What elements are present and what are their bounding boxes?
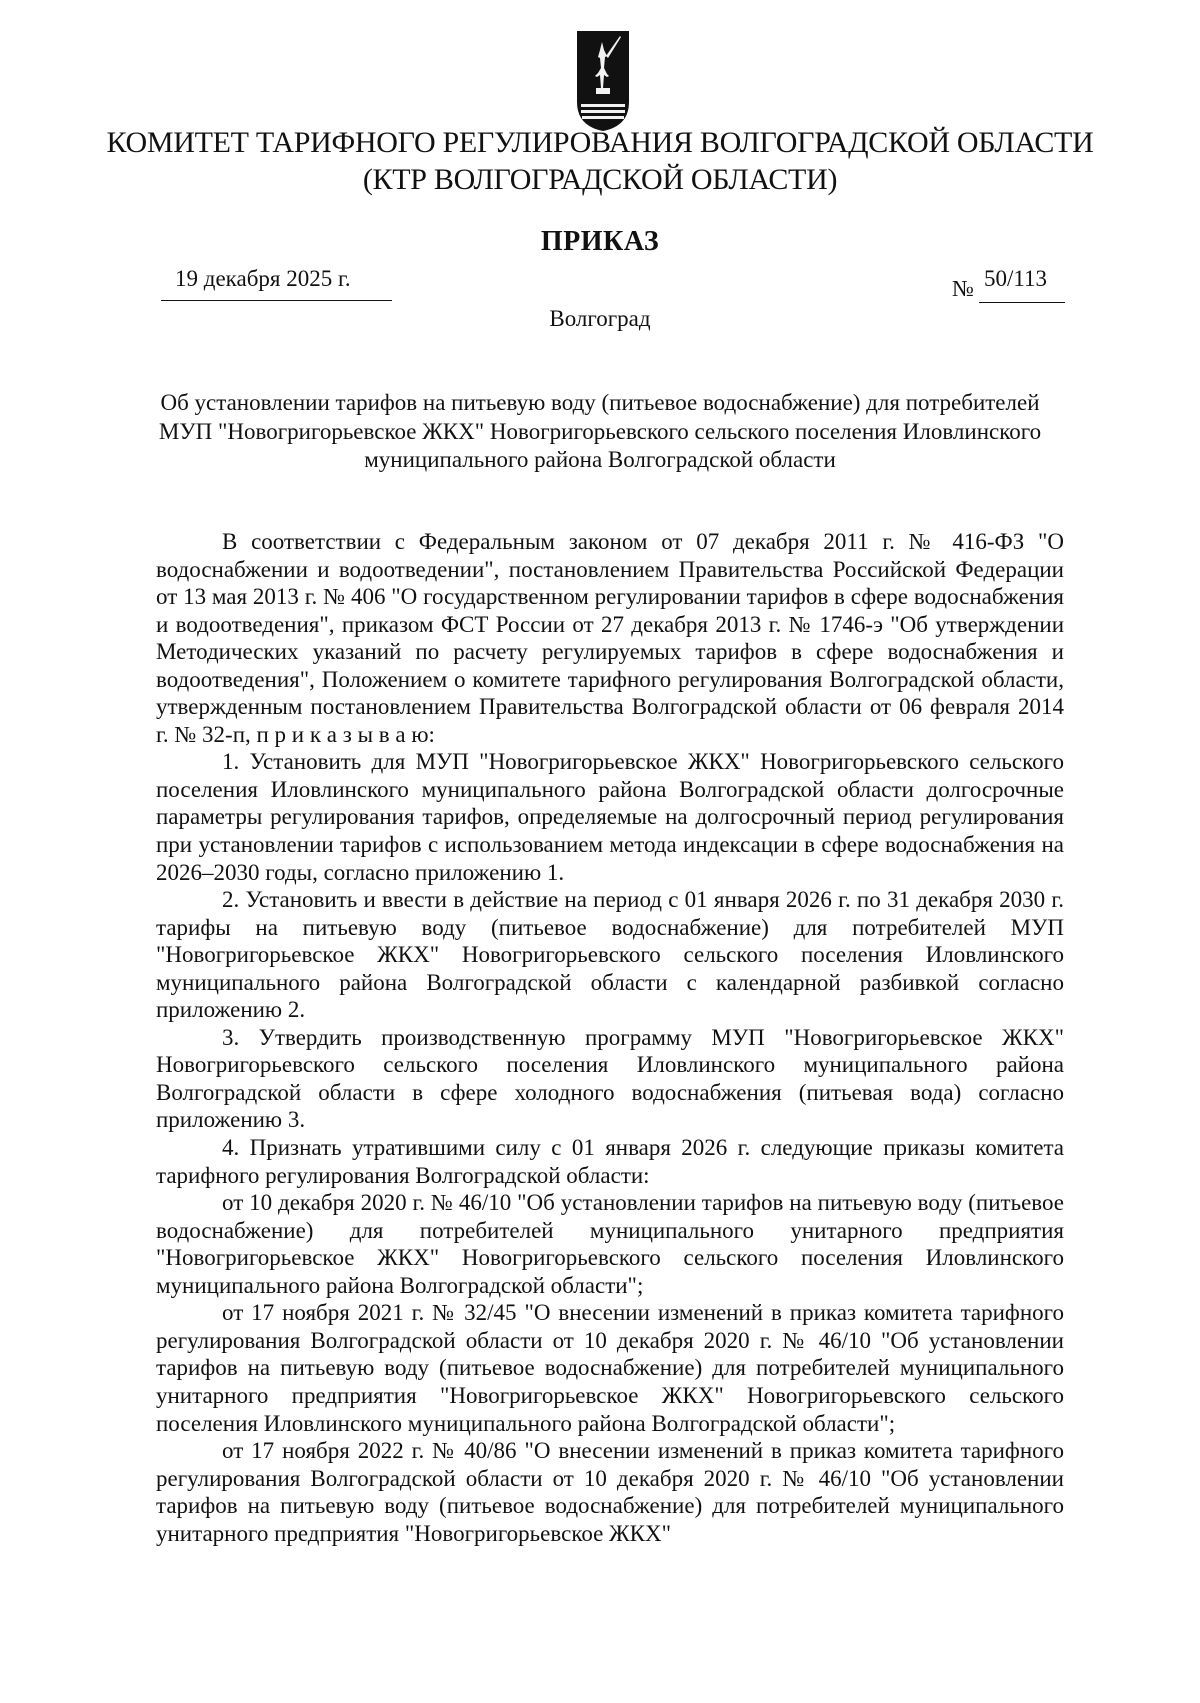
order-date: 19 декабря 2025 г. bbox=[175, 266, 351, 291]
repealed-order-item: от 10 декабря 2020 г. № 46/10 "Об установлении тарифов на питьевую воду (питьевое водоснабжение) для потребителей муниципального унитарного предприятия "Новогригорьевское ЖКХ" Новогригорьевского сельского поселения Иловлинского муниципального района Волгоградской области"; bbox=[156, 1190, 1064, 1298]
repealed-order-item: от 17 ноября 2022 г. № 40/86 "О внесении изменений в приказ комитета тарифного регулирования Волгоградской области от 10 декабря 2020 г. № 46/10 "Об установлении тарифов на питьевую воду (питьевое водоснабжение) для потребителей муниципального унитарного предприятия "Новогригорьевское ЖКХ" bbox=[156, 1438, 1064, 1546]
clause-paragraph: 2. Установить и ввести в действие на период с 01 января 2026 г. по 31 декабря 2030 г. тарифы на питьевую воду (питьевое водоснабжение) для потребителей МУП "Новогригорьевское ЖКХ" Новогригорьевского сельского поселения Иловлинского муниципального района Волгоградской области с календарной разбивкой согласно приложению 2. bbox=[156, 887, 1064, 1023]
date-underline bbox=[161, 300, 392, 301]
clause-paragraph: 1. Установить для МУП "Новогригорьевское ЖКХ" Новогригорьевского сельского поселения Иловлинского муниципального района Волгоградской области долгосрочные параметры регулирования тарифов, определяемые на долгосрочный период регулирования при установлении тарифов с использованием метода индексации в сфере водоснабжения на 2026–2030 годы, согласно приложению 1. bbox=[156, 749, 1064, 885]
number-underline bbox=[979, 302, 1065, 303]
order-number: 50/113 bbox=[984, 266, 1048, 291]
committee-name: КОМИТЕТ ТАРИФНОГО РЕГУЛИРОВАНИЯ ВОЛГОГРАДСКОЙ ОБЛАСТИ bbox=[106, 126, 1094, 159]
repealed-order-item: от 17 ноября 2021 г. № 32/45 "О внесении изменений в приказ комитета тарифного регулирования Волгоградской области от 10 декабря 2020 г. № 46/10 "Об установлении тарифов на питьевую воду (питьевое водоснабжение) для потребителей муниципального унитарного предприятия "Новогригорьевское ЖКХ" Новогригорьевского сельского поселения Иловлинского муниципального района Волгоградской области"; bbox=[156, 1300, 1064, 1436]
committee-abbreviation: (КТР ВОЛГОГРАДСКОЙ ОБЛАСТИ) bbox=[362, 163, 838, 196]
preamble-paragraph: В соответствии с Федеральным законом от 07 декабря 2011 г. № 416-ФЗ "О водоснабжении и водоотведении", постановлением Правительства Российской Федерации от 13 мая 2013 г. № 406 "О государственном регулировании тарифов в сфере водоснабжения и водоотведения", приказом ФСТ России от 27 декабря 2013 г. № 1746-э "Об утверждении Методических указаний по расчету регулируемых тарифов в сфере водоснабжения и водоотведения", Положением о комитете тарифного регулирования Волгоградской области, утвержденным постановлением Правительства Волгоградской области от 06 февраля 2014 г. № 32-п, п р и к а з ы в а ю: bbox=[156, 529, 1064, 747]
number-sign: № bbox=[952, 276, 974, 301]
clause-paragraph: 4. Признать утратившими силу с 01 января 2026 г. следующие приказы комитета тарифного регулирования Волгоградской области: bbox=[156, 1135, 1064, 1188]
clause-paragraph: 3. Утвердить производственную программу МУП "Новогригорьевское ЖКХ" Новогригорьевского сельского поселения Иловлинского муниципального района Волгоградской области в сфере холодного водоснабжения (питьевая вода) согласно приложению 3. bbox=[156, 1024, 1064, 1133]
order-city: Волгоград bbox=[549, 306, 651, 331]
order-body bbox=[156, 528, 1064, 1547]
document-title: ПРИКАЗ bbox=[540, 226, 660, 257]
coat-of-arms-emblem bbox=[576, 30, 630, 132]
order-subject: Об установлении тарифов на питьевую воду (питьевое водоснабжение) для потребителей МУП "Новогригорьевское ЖКХ" Новогригорьевского сельского поселения Иловлинского муниципального района Волгоградской области bbox=[158, 390, 1042, 472]
